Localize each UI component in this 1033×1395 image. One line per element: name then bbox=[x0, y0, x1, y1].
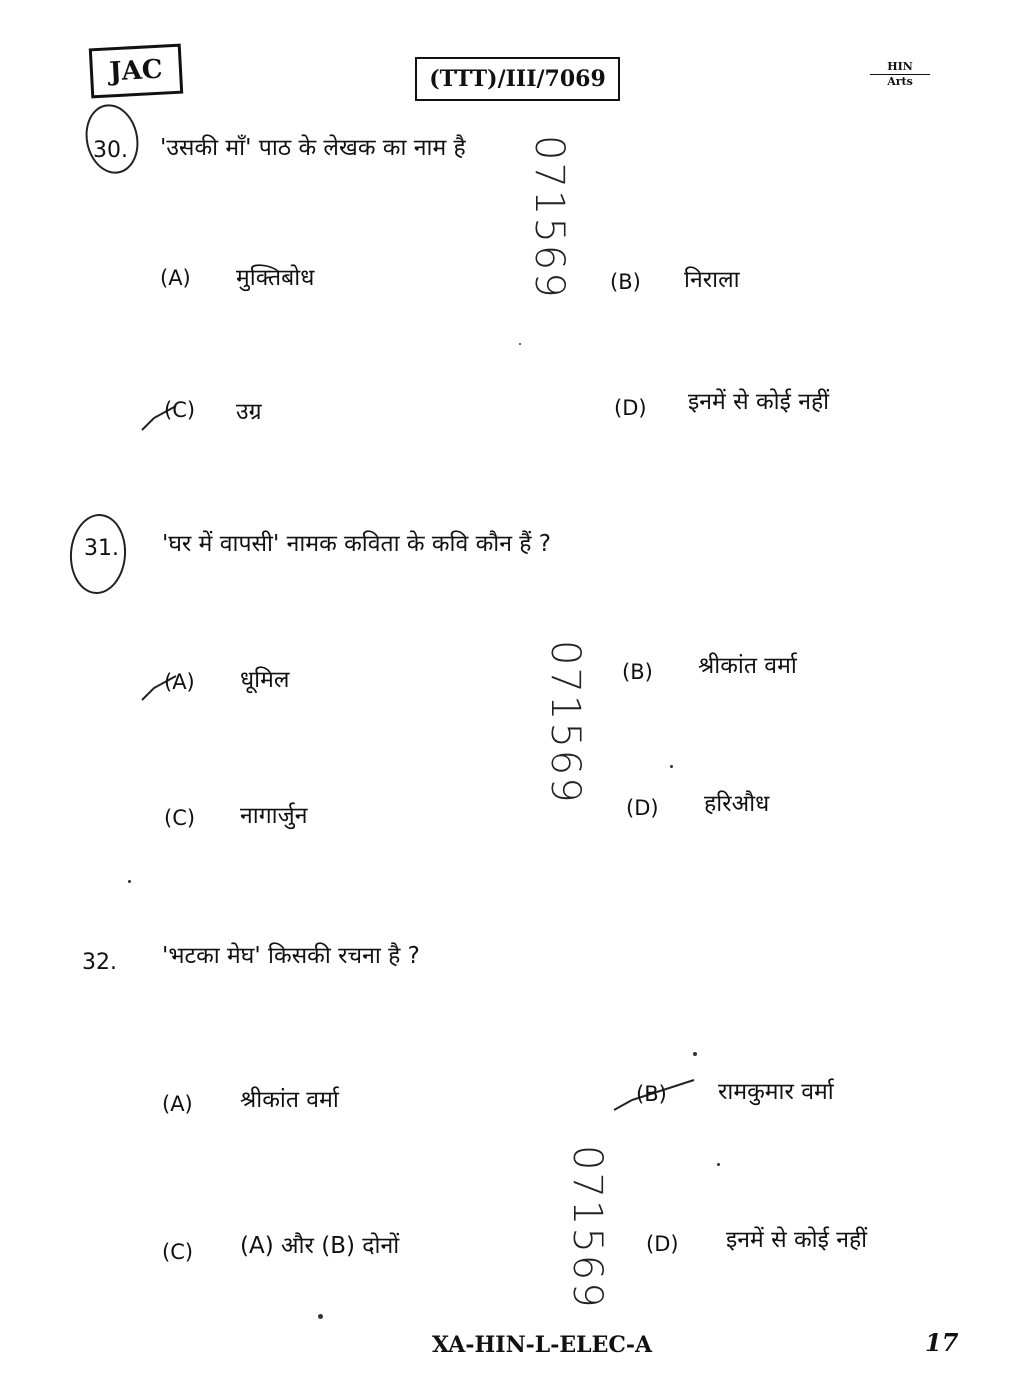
option-text: नागार्जुन bbox=[240, 803, 308, 829]
option-label: (C) bbox=[164, 398, 196, 422]
speck bbox=[318, 1314, 323, 1319]
option-label: (D) bbox=[614, 396, 647, 420]
option-label: (C) bbox=[164, 806, 196, 830]
subject-label bbox=[870, 60, 930, 89]
speck bbox=[519, 343, 521, 345]
question-text: 'भटका मेघ' किसकी रचना है ? bbox=[162, 943, 420, 969]
option-text: हरिऔध bbox=[704, 791, 770, 817]
question-text: 'उसकी माँ' पाठ के लेखक का नाम है bbox=[160, 135, 466, 161]
option-text: मुक्तिबोध bbox=[236, 265, 315, 291]
question-number: 31. bbox=[84, 536, 119, 561]
subject-code: HIN bbox=[870, 60, 930, 75]
option-text: रामकुमार वर्मा bbox=[718, 1079, 834, 1105]
option-label: (D) bbox=[646, 1232, 679, 1256]
option-text: श्रीकांत वर्मा bbox=[240, 1087, 339, 1113]
option-text: निराला bbox=[684, 267, 740, 293]
speck bbox=[693, 1052, 697, 1056]
option-label: (B) bbox=[622, 660, 653, 684]
option-label: (C) bbox=[162, 1240, 194, 1264]
stamp-number: 071569 bbox=[564, 1145, 610, 1310]
speck bbox=[670, 765, 673, 768]
paper-code: (TTT)/III/7069 bbox=[415, 57, 620, 101]
option-text: उग्र bbox=[236, 399, 262, 425]
option-text: धूमिल bbox=[240, 667, 290, 693]
subject-stream: Arts bbox=[887, 75, 913, 88]
question-number: 32. bbox=[82, 950, 117, 975]
option-text: इनमें से कोई नहीं bbox=[726, 1227, 868, 1253]
stamp-number: 071569 bbox=[526, 135, 572, 300]
page-number: 17 bbox=[925, 1328, 959, 1357]
question-number: 30. bbox=[93, 138, 128, 163]
speck bbox=[717, 1163, 720, 1166]
footer-code: XA-HIN-L-ELEC-A bbox=[432, 1332, 653, 1358]
jac-logo: JAC bbox=[89, 44, 183, 99]
option-label: (A) bbox=[160, 266, 191, 290]
option-label: (B) bbox=[636, 1082, 667, 1106]
option-label: (A) bbox=[164, 670, 195, 694]
option-text: इनमें से कोई नहीं bbox=[688, 389, 830, 415]
option-text: (A) और (B) दोनों bbox=[240, 1233, 400, 1259]
option-label: (D) bbox=[626, 796, 659, 820]
option-label: (A) bbox=[162, 1092, 193, 1116]
option-text: श्रीकांत वर्मा bbox=[698, 653, 797, 679]
stamp-number: 071569 bbox=[542, 640, 588, 805]
speck bbox=[128, 880, 131, 883]
question-text: 'घर में वापसी' नामक कविता के कवि कौन हैं ? bbox=[162, 531, 552, 557]
option-label: (B) bbox=[610, 270, 641, 294]
